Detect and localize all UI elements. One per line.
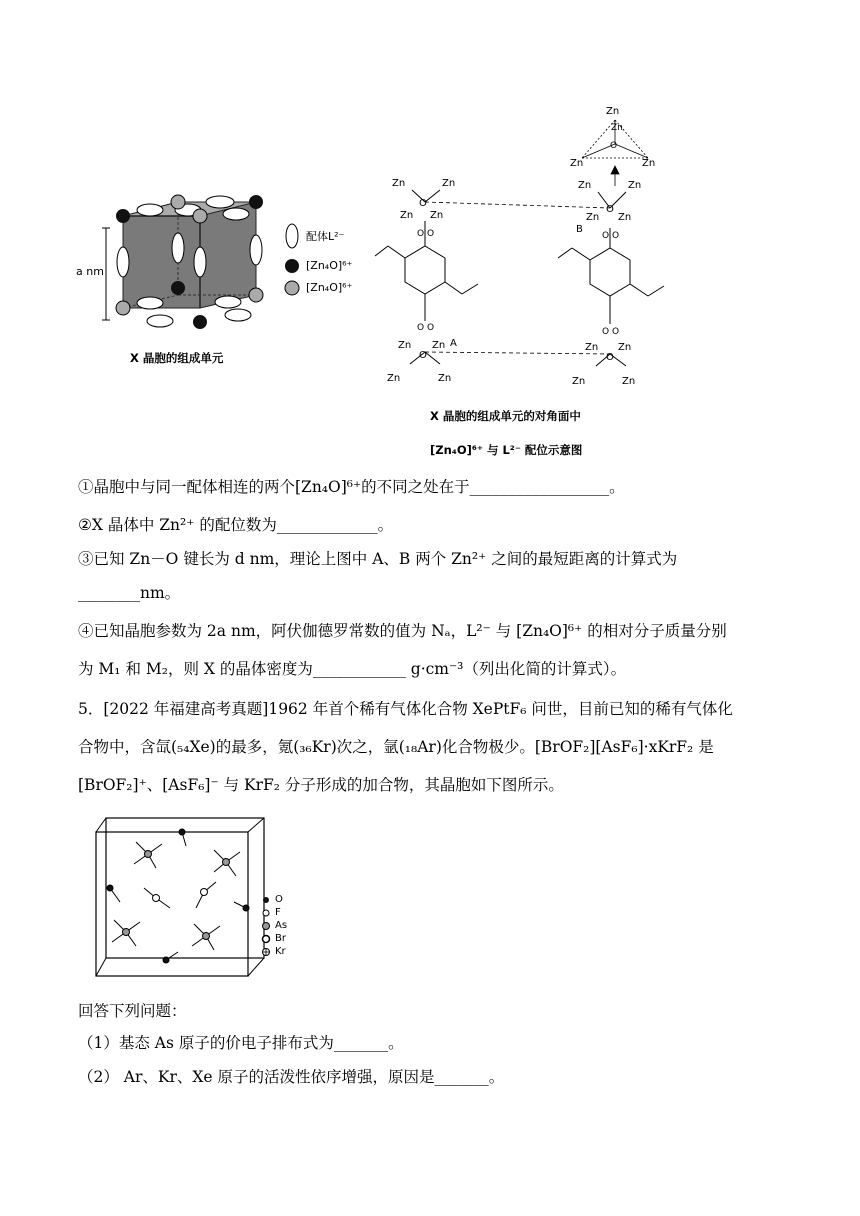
figure-crystal-cell (78, 180, 378, 380)
svg-text:O: O (419, 350, 427, 361)
svg-text:O: O (606, 352, 614, 363)
svg-text:Zn: Zn (387, 373, 401, 384)
question-1: ①晶胞中与同一配体相连的两个[Zn₄O]⁶⁺的不同之处在于__________________。 (78, 478, 625, 496)
question-2: ②X 晶体中 Zn²⁺ 的配位数为_____________。 (78, 516, 394, 534)
svg-text:Zn: Zn (578, 180, 592, 191)
svg-text:Zn: Zn (442, 178, 456, 189)
answer-heading: 回答下列问题： (78, 1002, 187, 1020)
problem5-line3: [BrOF₂]⁺、[AsF₆]⁻ 与 KrF₂ 分子形成的加合物，其晶胞如下图所示。 (78, 776, 564, 794)
svg-text:Zn: Zn (618, 342, 632, 353)
legend-f: F (275, 907, 281, 918)
answer-question-2: （2） Ar、Kr、Xe 原子的活泼性依序增强，原因是_______。 (78, 1068, 505, 1086)
svg-text:Zn: Zn (606, 106, 620, 117)
coordination-diagram (370, 96, 700, 396)
svg-text:Zn: Zn (438, 373, 452, 384)
svg-text:O O: O O (602, 327, 620, 337)
svg-text:Zn: Zn (398, 340, 412, 351)
legend-br: Br (275, 933, 286, 944)
answer-question-1: （1）基态 As 原子的价电子排布式为_______。 (78, 1034, 404, 1052)
figure-coordination (370, 96, 700, 466)
question-3-line2: ________nm。 (78, 584, 181, 602)
legend-kr: Kr (275, 946, 286, 957)
problem5-line2: 合物中，含氙(₅₄Xe)的最多，氪(₃₆Kr)次之，氩(₁₈Ar)化合物极少。[BrOF₂][AsF₆]·xKrF₂ 是 (78, 738, 714, 756)
figure2-caption-line2: [Zn₄O]⁶⁺ 与 L²⁻ 配位示意图 (430, 443, 583, 457)
svg-text:A: A (450, 338, 457, 349)
svg-text:O O: O O (417, 323, 435, 333)
svg-text:Zn: Zn (432, 340, 446, 351)
svg-text:B: B (576, 224, 583, 235)
question-4-line2: 为 M₁ 和 M₂，则 X 的晶体密度为____________ g·cm⁻³（列出化简的计算式）。 (78, 660, 627, 678)
legend-o: O (275, 894, 283, 905)
legend-ligand: 配体L²⁻ (306, 230, 345, 243)
svg-text:O: O (606, 204, 614, 215)
svg-text:Zn: Zn (586, 212, 600, 223)
legend-zn4o-gray: [Zn₄O]⁶⁺ (306, 281, 353, 294)
figure1-caption: X 晶胞的组成单元 (130, 351, 224, 365)
svg-text:Zn: Zn (400, 210, 414, 221)
legend-as: As (275, 920, 288, 931)
question-4-line1: ④已知晶胞参数为 2a nm，阿伏伽德罗常数的值为 Nₐ，L²⁻ 与 [Zn₄O]⁶⁺ 的相对分子质量分别 (78, 622, 727, 640)
svg-text:Zn: Zn (392, 178, 406, 189)
svg-text:Zn: Zn (622, 376, 636, 387)
a-dimension-label: a nm (76, 265, 104, 278)
crystal-cell-diagram (78, 180, 378, 380)
question-3-line1: ③已知 Zn－O 键长为 d nm，理论上图中 A、B 两个 Zn²⁺ 之间的最短距离的计算式为 (78, 550, 678, 568)
figure2-caption-line1: X 晶胞的组成单元的对角面中 (430, 409, 581, 423)
svg-text:Zn: Zn (618, 212, 632, 223)
svg-text:O O: O O (602, 231, 620, 241)
svg-text:Zn: Zn (585, 342, 599, 353)
svg-text:Zn: Zn (572, 376, 586, 387)
problem5-line1: 5．[2022 年福建高考真题]1962 年首个稀有气体化合物 XePtF₆ 问世，目前已知的稀有气体化 (78, 700, 733, 718)
adduct-cell-diagram (86, 812, 326, 982)
svg-text:Zn: Zn (611, 123, 623, 133)
svg-text:O: O (610, 141, 618, 151)
svg-text:Zn: Zn (570, 158, 584, 169)
svg-text:O O: O O (417, 229, 435, 239)
svg-text:O: O (419, 198, 427, 209)
svg-text:Zn: Zn (430, 210, 444, 221)
svg-text:Zn: Zn (642, 158, 656, 169)
legend-zn4o-black: [Zn₄O]⁶⁺ (306, 259, 353, 272)
svg-text:Zn: Zn (628, 180, 642, 191)
figure-adduct-cell (86, 812, 326, 982)
